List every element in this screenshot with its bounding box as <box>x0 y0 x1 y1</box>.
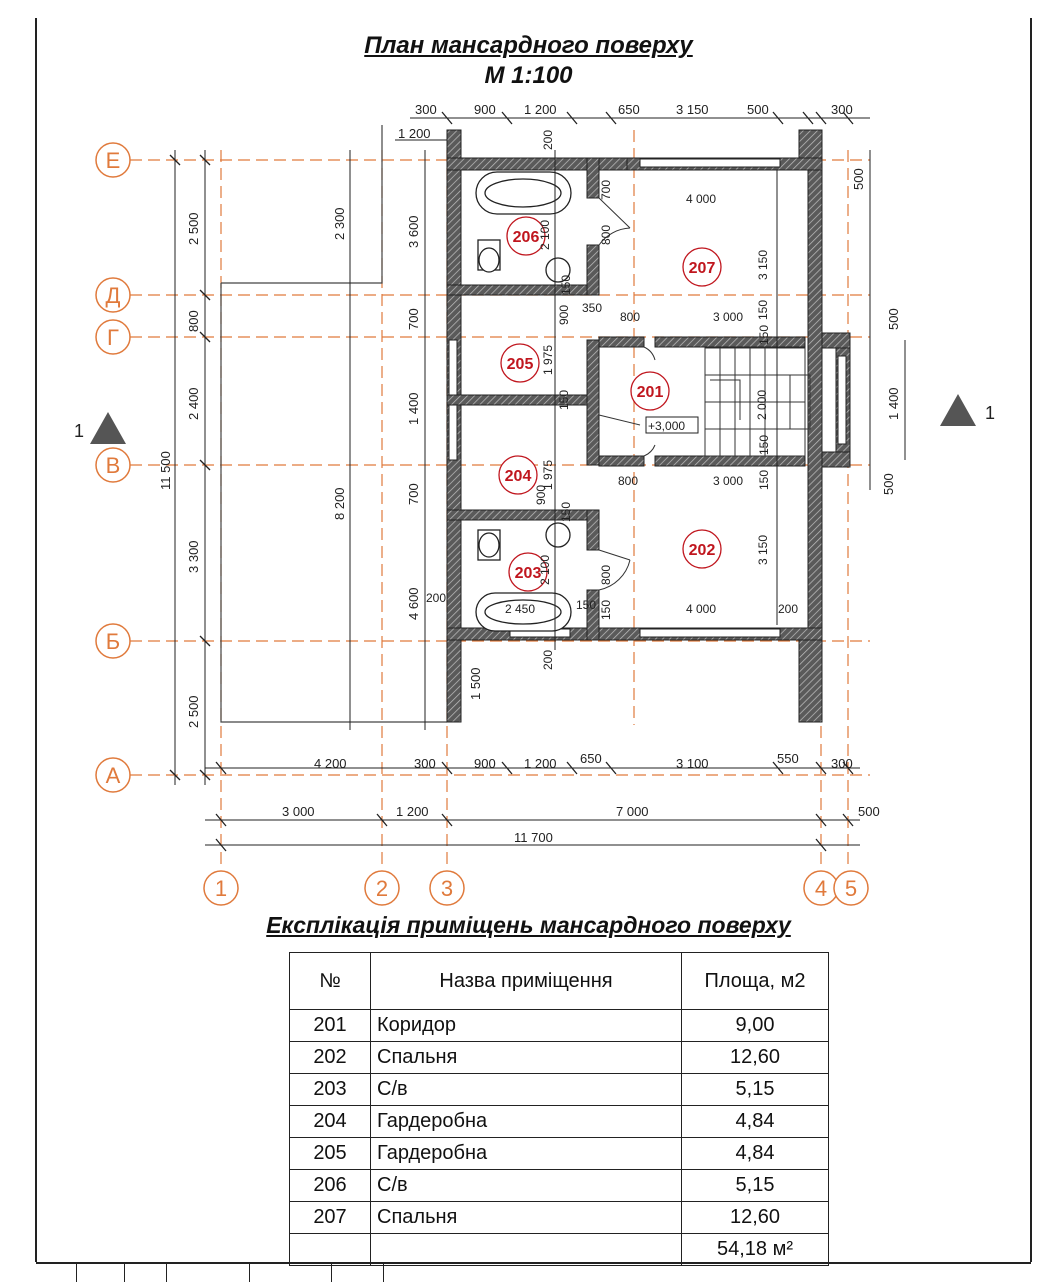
total-area-cell: 54,18 м² <box>682 1234 829 1266</box>
room-area-cell: 9,00 <box>682 1010 829 1042</box>
dim-text: 7 000 <box>616 804 649 819</box>
room-area-cell: 4,84 <box>682 1138 829 1170</box>
table-row <box>290 1010 829 1042</box>
column-header: № <box>290 953 371 1010</box>
room-area-cell: 5,15 <box>682 1074 829 1106</box>
dim-text: 4 000 <box>686 602 717 616</box>
room-name-cell: Гардеробна <box>371 1106 682 1138</box>
dim-text: 500 <box>886 308 901 330</box>
dim-text: 4 000 <box>686 192 717 206</box>
plan-scale: М 1:100 <box>484 62 573 89</box>
axis-label: 3 <box>440 876 454 901</box>
section-triangle-left-icon <box>90 412 126 444</box>
dim-text: 200 <box>541 649 555 670</box>
dim-text: 2 400 <box>186 387 201 420</box>
dim-text: 3 300 <box>186 540 201 573</box>
section-mark-label: 1 <box>74 421 85 441</box>
axis-label: 5 <box>844 876 858 901</box>
table-row <box>290 1042 829 1074</box>
table-row <box>290 1138 829 1170</box>
room-label: 206 <box>512 229 540 246</box>
dim-text: 150 <box>599 599 613 620</box>
room-number-cell: 205 <box>290 1138 371 1170</box>
column-header: Площа, м2 <box>682 953 829 1010</box>
dim-text: 500 <box>858 804 880 819</box>
dim-text: 200 <box>541 129 555 150</box>
dim-text: 2 000 <box>755 389 769 420</box>
table-row <box>290 1170 829 1202</box>
dim-text: 300 <box>831 756 853 771</box>
axis-label: В <box>105 453 121 478</box>
dim-text: 500 <box>881 473 896 495</box>
room-area-cell: 5,15 <box>682 1170 829 1202</box>
dim-text: 650 <box>580 751 602 766</box>
dim-text: 1 200 <box>396 804 429 819</box>
dim-text: 3 150 <box>756 534 770 565</box>
dim-text: 800 <box>618 474 639 488</box>
dim-text: 1 975 <box>541 459 555 490</box>
dimension-texts <box>282 102 880 845</box>
dim-text: 1 200 <box>398 126 431 141</box>
dim-text: 1 400 <box>886 387 901 420</box>
room-number-cell: 206 <box>290 1170 371 1202</box>
room-number-cell: 204 <box>290 1106 371 1138</box>
room-name-cell: С/в <box>371 1074 682 1106</box>
dim-text: 800 <box>599 564 613 585</box>
dim-text: 800 <box>620 310 641 324</box>
axis-label: А <box>105 763 121 788</box>
dim-text: 3 150 <box>756 249 770 280</box>
room-label: 202 <box>688 542 716 559</box>
room-label: 205 <box>506 356 534 373</box>
dim-text: 150 <box>757 434 771 455</box>
axis-label: Е <box>105 148 121 173</box>
dim-text: 1 975 <box>541 344 555 375</box>
table-row <box>290 1074 829 1106</box>
dim-text: 700 <box>599 179 613 200</box>
room-label: 201 <box>636 384 664 401</box>
dim-text: 11 700 <box>514 830 553 845</box>
dim-text: 150 <box>757 469 771 490</box>
dim-text: 550 <box>777 751 799 766</box>
title-block-stamp <box>36 1262 1031 1282</box>
dim-text: 650 <box>618 102 640 117</box>
explication-title: Експлікація приміщень мансардного поверху <box>266 912 791 938</box>
dim-text: 2 300 <box>332 207 347 240</box>
dim-text: 150 <box>559 501 573 522</box>
dim-text: 3 000 <box>713 310 744 324</box>
room-number-cell: 202 <box>290 1042 371 1074</box>
column-header: Назва приміщення <box>371 953 682 1010</box>
dim-text: 4 600 <box>406 587 421 620</box>
dim-text: 1 500 <box>468 667 483 700</box>
section-triangle-right-icon <box>940 394 976 426</box>
section-mark-label: 1 <box>985 403 996 423</box>
room-area-cell: 12,60 <box>682 1202 829 1234</box>
room-name-cell: Гардеробна <box>371 1138 682 1170</box>
dim-text: 2 100 <box>538 554 552 585</box>
explication-table <box>289 952 829 1266</box>
dim-text: 150 <box>576 598 597 612</box>
dim-text: 300 <box>415 102 437 117</box>
axis-label: 2 <box>375 876 389 901</box>
dim-text: 3 000 <box>713 474 744 488</box>
axis-label: Б <box>105 629 121 654</box>
dim-text: 1 400 <box>406 392 421 425</box>
dim-text: 1 200 <box>524 756 557 771</box>
room-name-cell: Спальня <box>371 1042 682 1074</box>
room-name-cell: Коридор <box>371 1010 682 1042</box>
dim-text: 800 <box>599 224 613 245</box>
dim-text: 2 100 <box>538 219 552 250</box>
room-number-cell: 207 <box>290 1202 371 1234</box>
plan-title: План мансардного поверху <box>364 32 693 59</box>
dim-text: 1 200 <box>524 102 557 117</box>
room-name-cell: Спальня <box>371 1202 682 1234</box>
axis-label: 1 <box>214 876 228 901</box>
table-header-row <box>290 953 829 1010</box>
axis-label: Д <box>105 283 121 308</box>
dim-text: 150 <box>756 299 770 320</box>
dim-text: 700 <box>406 308 421 330</box>
level-mark: +3,000 <box>648 419 686 433</box>
dim-text: 500 <box>747 102 769 117</box>
dim-text: 2 450 <box>505 602 536 616</box>
room-area-cell: 4,84 <box>682 1106 829 1138</box>
room-number-cell: 201 <box>290 1010 371 1042</box>
dim-text: 150 <box>559 274 573 295</box>
dim-text: 200 <box>426 591 447 605</box>
axis-label: 4 <box>814 876 828 901</box>
dim-text: 8 200 <box>332 487 347 520</box>
room-area-cell: 12,60 <box>682 1042 829 1074</box>
dim-text: 350 <box>582 301 603 315</box>
dim-text: 2 500 <box>186 212 201 245</box>
dim-text: 300 <box>414 756 436 771</box>
dim-text: 11 500 <box>158 451 173 490</box>
table-total-row <box>290 1234 829 1266</box>
dim-text: 150 <box>757 324 771 345</box>
dim-text: 2 500 <box>186 695 201 728</box>
dim-text: 500 <box>851 168 866 190</box>
dim-text: 150 <box>557 389 571 410</box>
room-label: 207 <box>688 260 716 277</box>
dim-text: 300 <box>831 102 853 117</box>
dim-text: 3 000 <box>282 804 315 819</box>
room-number-cell: 203 <box>290 1074 371 1106</box>
table-row <box>290 1202 829 1234</box>
dim-text: 3 150 <box>676 102 709 117</box>
room-name-cell: С/в <box>371 1170 682 1202</box>
dim-text: 700 <box>406 483 421 505</box>
dim-text: 900 <box>534 484 548 505</box>
axis-label: Г <box>107 325 119 350</box>
room-label: 203 <box>514 565 542 582</box>
dim-text: 4 200 <box>314 756 347 771</box>
dim-text: 800 <box>186 310 201 332</box>
dim-text: 900 <box>557 304 571 325</box>
table-row <box>290 1106 829 1138</box>
dim-text: 3 600 <box>406 215 421 248</box>
room-label: 204 <box>504 468 532 485</box>
dim-text: 900 <box>474 102 496 117</box>
dim-text: 200 <box>778 602 799 616</box>
dim-text: 3 100 <box>676 756 709 771</box>
dim-text: 900 <box>474 756 496 771</box>
